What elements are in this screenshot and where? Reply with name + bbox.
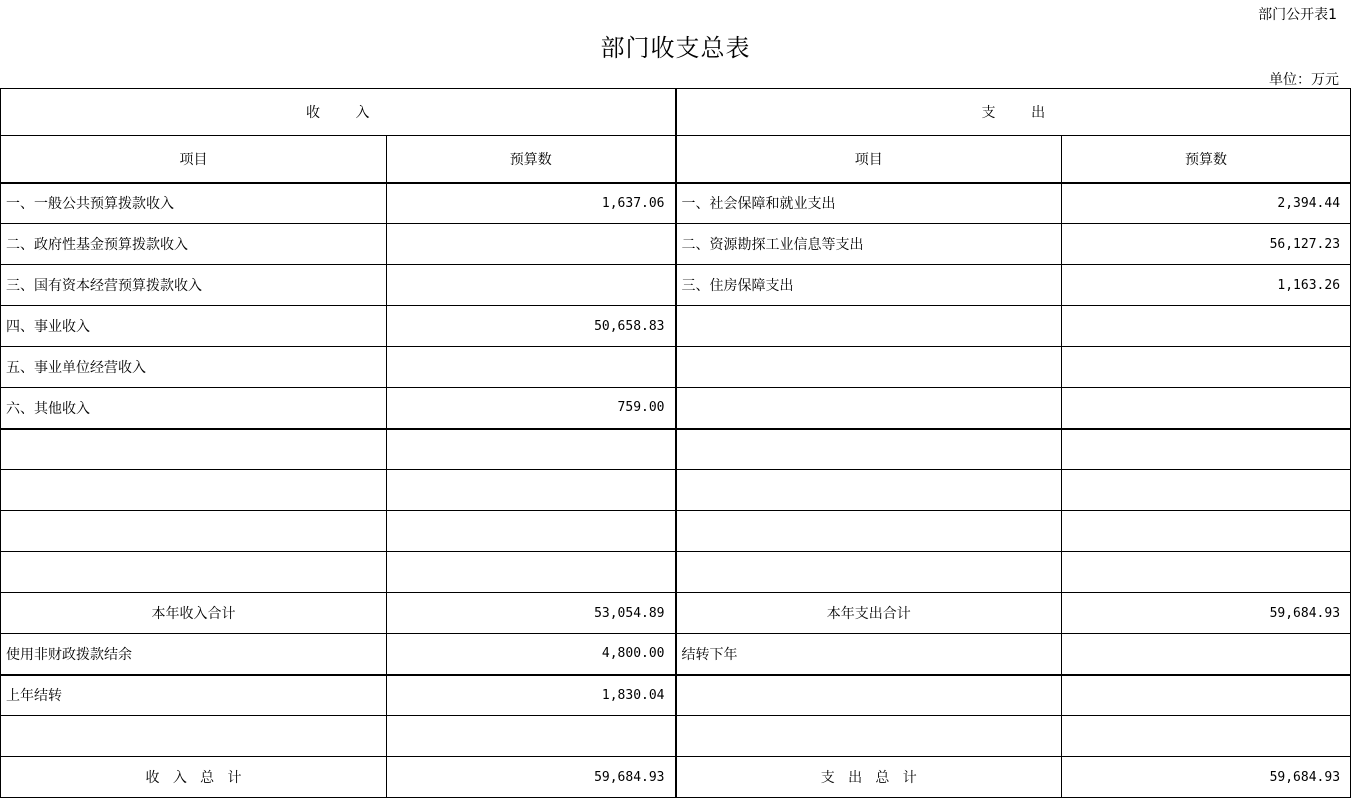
expense-amount-header: 预算数 (1062, 136, 1351, 183)
table-row (1, 306, 1351, 347)
expense-amount-cell (1062, 347, 1351, 388)
expense-amount-cell (1062, 429, 1351, 470)
income-item-cell: 收 入 总 计 (1, 757, 387, 798)
table-row (1, 265, 1351, 306)
income-item-cell (1, 716, 387, 757)
expense-item-cell: 一、社会保障和就业支出 (676, 183, 1062, 224)
expense-item-cell (676, 470, 1062, 511)
income-amount-cell: 1,637.06 (387, 183, 676, 224)
expense-amount-cell (1062, 470, 1351, 511)
expense-amount-cell (1062, 634, 1351, 675)
income-amount-cell (387, 429, 676, 470)
expense-amount-cell (1062, 388, 1351, 429)
expense-group-header: 支 出 (676, 89, 1351, 136)
table-row (1, 716, 1351, 757)
expense-amount-cell: 1,163.26 (1062, 265, 1351, 306)
income-group-header: 收 入 (1, 89, 676, 136)
income-item-cell (1, 552, 387, 593)
expense-amount-cell (1062, 675, 1351, 716)
income-amount-cell: 53,054.89 (387, 593, 676, 634)
income-item-cell: 四、事业收入 (1, 306, 387, 347)
income-amount-cell: 50,658.83 (387, 306, 676, 347)
table-row (1, 511, 1351, 552)
expense-item-cell (676, 388, 1062, 429)
table-row (1, 429, 1351, 470)
income-item-cell: 三、国有资本经营预算拨款收入 (1, 265, 387, 306)
table-row (1, 224, 1351, 265)
expense-item-header: 项目 (676, 136, 1062, 183)
expense-amount-cell: 59,684.93 (1062, 593, 1351, 634)
income-item-cell (1, 511, 387, 552)
income-amount-cell (387, 470, 676, 511)
form-number: 部门公开表1 (1258, 7, 1337, 23)
table-row (1, 552, 1351, 593)
page-title: 部门收支总表 (600, 34, 751, 62)
table-row (1, 347, 1351, 388)
table-row (1, 183, 1351, 224)
expense-amount-cell (1062, 511, 1351, 552)
expense-item-cell: 二、资源勘探工业信息等支出 (676, 224, 1062, 265)
table-row (1, 470, 1351, 511)
income-amount-cell: 1,830.04 (387, 675, 676, 716)
expense-item-cell (676, 552, 1062, 593)
income-item-cell: 使用非财政拨款结余 (1, 634, 387, 675)
table-row (1, 593, 1351, 634)
expense-amount-cell (1062, 716, 1351, 757)
expense-amount-cell (1062, 552, 1351, 593)
expense-item-cell (676, 716, 1062, 757)
income-amount-cell (387, 716, 676, 757)
expense-amount-cell: 2,394.44 (1062, 183, 1351, 224)
expense-item-cell (676, 675, 1062, 716)
column-header-row (1, 136, 1351, 183)
income-item-cell: 六、其他收入 (1, 388, 387, 429)
table-row (1, 388, 1351, 429)
expense-item-cell (676, 306, 1062, 347)
income-amount-cell (387, 552, 676, 593)
expense-item-cell: 结转下年 (676, 634, 1062, 675)
income-item-cell: 二、政府性基金预算拨款收入 (1, 224, 387, 265)
income-item-cell: 五、事业单位经营收入 (1, 347, 387, 388)
expense-item-cell: 支 出 总 计 (676, 757, 1062, 798)
expense-item-cell: 本年支出合计 (676, 593, 1062, 634)
income-item-cell: 本年收入合计 (1, 593, 387, 634)
table-row (1, 675, 1351, 716)
income-amount-cell: 4,800.00 (387, 634, 676, 675)
expense-item-cell (676, 511, 1062, 552)
income-item-cell (1, 429, 387, 470)
income-amount-cell (387, 265, 676, 306)
income-item-cell (1, 470, 387, 511)
group-header-row (1, 89, 1351, 136)
income-amount-cell (387, 511, 676, 552)
income-amount-cell: 59,684.93 (387, 757, 676, 798)
expense-amount-cell: 56,127.23 (1062, 224, 1351, 265)
expense-item-cell (676, 429, 1062, 470)
income-item-header: 项目 (1, 136, 387, 183)
budget-table (0, 88, 1351, 798)
income-amount-cell: 759.00 (387, 388, 676, 429)
income-item-cell: 上年结转 (1, 675, 387, 716)
income-amount-header: 预算数 (387, 136, 676, 183)
income-amount-cell (387, 224, 676, 265)
unit-label: 单位：万元 (1269, 72, 1339, 88)
table-row (1, 634, 1351, 675)
expense-item-cell (676, 347, 1062, 388)
table-row (1, 757, 1351, 798)
income-amount-cell (387, 347, 676, 388)
income-item-cell: 一、一般公共预算拨款收入 (1, 183, 387, 224)
expense-item-cell: 三、住房保障支出 (676, 265, 1062, 306)
expense-amount-cell (1062, 306, 1351, 347)
expense-amount-cell: 59,684.93 (1062, 757, 1351, 798)
